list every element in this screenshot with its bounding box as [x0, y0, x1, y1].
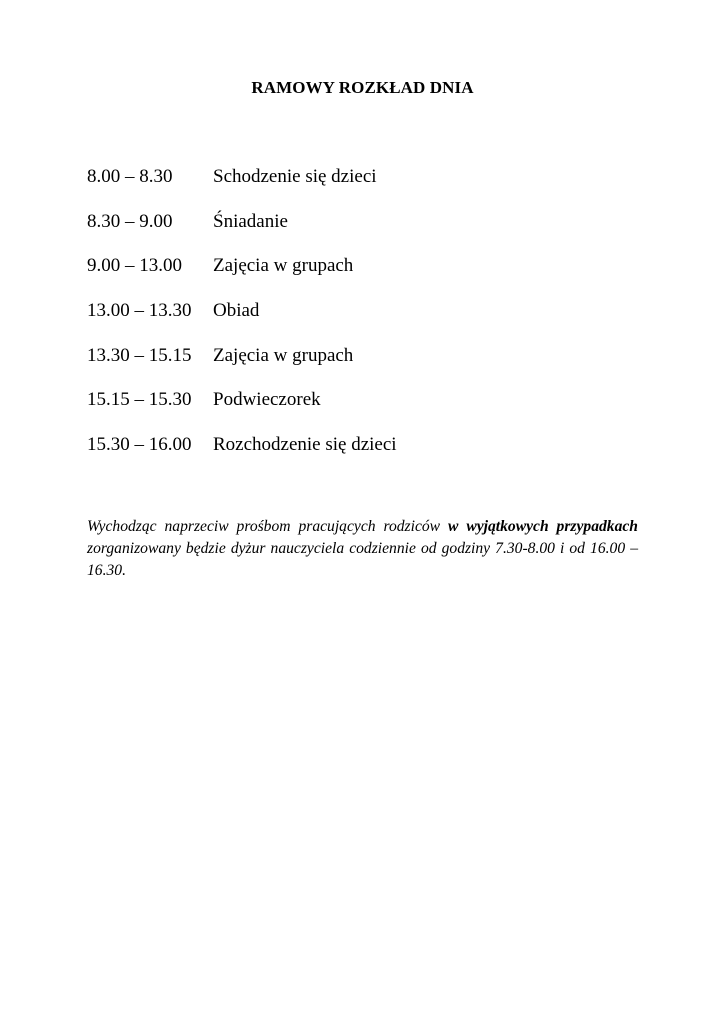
schedule-row — [87, 345, 647, 390]
schedule-row — [87, 166, 647, 211]
schedule-activity: Zajęcia w grupach — [213, 255, 354, 277]
schedule-time: 15.15 – 15.30 — [87, 389, 192, 411]
schedule-activity: Rozchodzenie się dzieci — [213, 434, 397, 456]
schedule-time: 15.30 – 16.00 — [87, 434, 192, 456]
duty-note-emphasis: w wyjątkowych przypadkach — [448, 517, 638, 535]
schedule-time: 8.30 – 9.00 — [87, 210, 173, 232]
schedule-list — [87, 166, 647, 479]
schedule-time: 13.30 – 15.15 — [87, 344, 192, 366]
schedule-row — [87, 255, 647, 300]
schedule-activity: Schodzenie się dzieci — [213, 166, 377, 187]
schedule-row — [87, 389, 647, 434]
duty-note — [87, 516, 638, 582]
schedule-activity: Obiad — [213, 300, 260, 322]
schedule-activity: Podwieczorek — [213, 389, 321, 411]
schedule-activity: Śniadanie — [213, 210, 288, 232]
schedule-time: 13.00 – 13.30 — [87, 300, 192, 322]
schedule-row — [87, 211, 647, 256]
duty-note-text-end: zorganizowany będzie dyżur nauczyciela codziennie od godziny 7.30-8.00 i od 16.00 – 16.30. — [87, 539, 638, 579]
schedule-time: 9.00 – 13.00 — [87, 255, 182, 277]
duty-note-text-start: Wychodząc naprzeciw prośbom pracujących rodziców — [87, 517, 448, 535]
schedule-row — [87, 434, 647, 479]
document-title: RAMOWY ROZKŁAD DNIA — [251, 78, 474, 97]
schedule-row — [87, 300, 647, 345]
schedule-activity: Zajęcia w grupach — [213, 344, 354, 366]
schedule-time: 8.00 – 8.30 — [87, 166, 173, 187]
